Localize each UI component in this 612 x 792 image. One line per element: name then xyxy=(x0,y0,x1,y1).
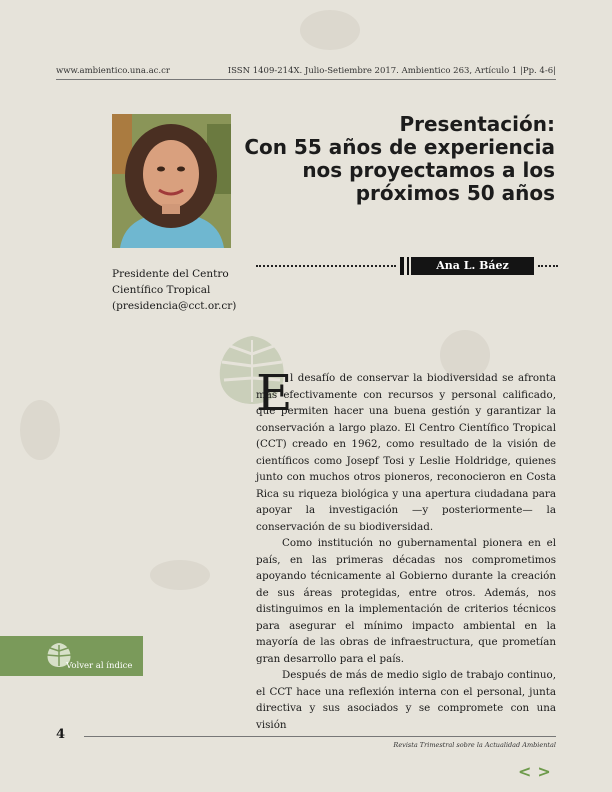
paragraph: Como institución no gubernamental pionera en el país, en las primeras décadas nos comprometimos apoyando técnicamente al Gobierno durante la creación de sus áreas protegidas, entre otros. Además, nos distinguimos en la implementación de criterios técnicos para asegurar el mínimo impacto ambiental en la mayoría de las obras de infraestructura, que prometían gran desarrollo para el país. xyxy=(256,537,556,665)
bio-line: Presidente del Centro xyxy=(112,268,229,280)
bar-decoration xyxy=(407,257,409,275)
page-navigation xyxy=(518,762,551,781)
previous-page-button[interactable]: < xyxy=(518,762,532,781)
title-line: próximos 50 años xyxy=(355,181,555,205)
drop-cap: E xyxy=(256,364,293,422)
author-bar xyxy=(256,257,558,275)
title-line: Presentación: xyxy=(399,112,555,136)
title-line: Con 55 años de experiencia xyxy=(244,135,555,159)
page-number: 4 xyxy=(56,727,66,742)
footer-divider xyxy=(84,736,556,737)
background-texture xyxy=(300,10,360,50)
next-page-button[interactable]: > xyxy=(537,762,551,781)
bio-line: (presidencia@cct.or.cr) xyxy=(112,300,237,312)
bar-decoration xyxy=(400,257,404,275)
author-name: Ana L. Báez xyxy=(411,257,534,275)
article-body xyxy=(256,364,556,733)
bio-line: Científico Tropical xyxy=(112,284,211,296)
paragraph xyxy=(256,364,556,535)
dotted-rule xyxy=(256,265,396,267)
paragraph-text: l desafío de conservar la biodiversidad se afronta más efectivamente con recursos y personal calificado, que permiten hacer una buena gestión y garantizar la conservación a largo plazo. El Centro Científico Tropical (CCT) creado en 1962, como resultado de la visión de científicos como Josepf Tosi y Leslie Holdridge, quienes junto con muchos otros pioneros, reconocieron en Costa Rica su riqueza biológica y una apertura ciudadana para apoyar la investigación —y posteriormente— la conservación de su biodiversidad. xyxy=(256,372,556,533)
header-website[interactable]: www.ambientico.una.ac.cr xyxy=(56,66,170,76)
back-to-index-label[interactable]: Volver al índice xyxy=(66,661,133,671)
header-divider xyxy=(56,79,556,80)
header-issn: ISSN 1409-214X. Julio-Setiembre 2017. Ambientico 263, Artículo 1 |Pp. 4-6| xyxy=(227,66,556,76)
paragraph: Después de más de medio siglo de trabajo continuo, el CCT hace una reflexión interna con el personal, junta directiva y sus asociados y se compromete con una visión xyxy=(256,669,556,731)
background-texture xyxy=(20,400,60,460)
author-photo xyxy=(112,114,231,248)
author-bio xyxy=(112,266,236,314)
background-texture xyxy=(150,560,210,590)
article-title xyxy=(235,112,555,205)
journal-name: Revista Trimestral sobre la Actualidad Ambiental xyxy=(393,741,556,749)
title-line: nos proyectamos a los xyxy=(302,158,555,182)
dotted-rule xyxy=(538,265,558,267)
